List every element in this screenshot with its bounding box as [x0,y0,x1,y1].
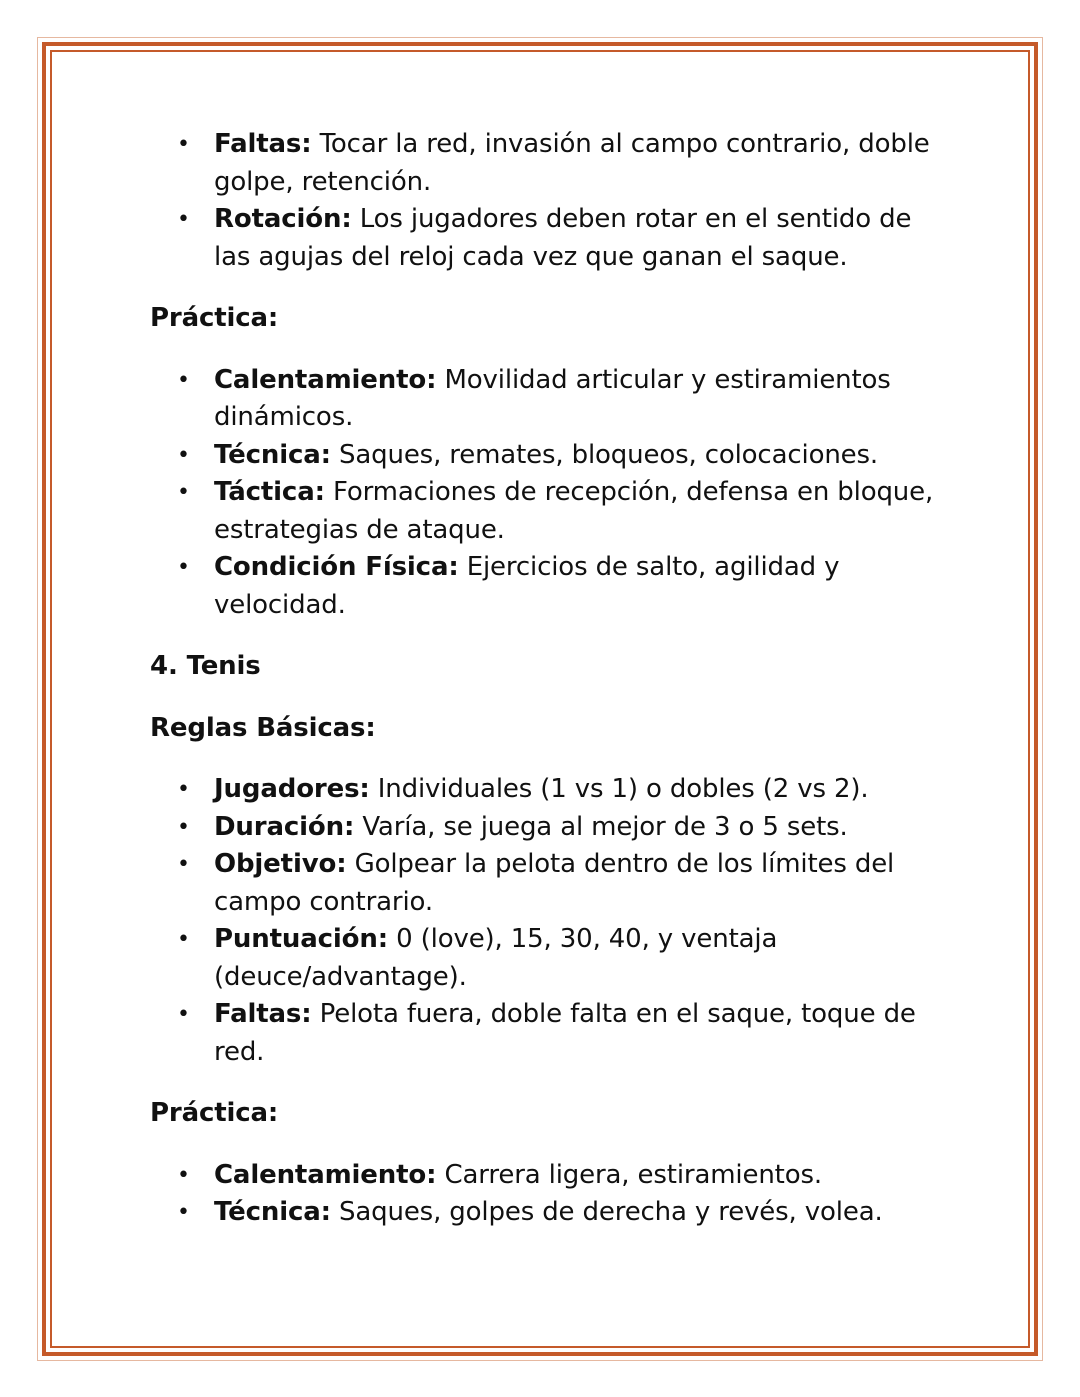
list-item [150,362,950,437]
bullet-icon: • [177,1162,190,1188]
list-item [150,846,950,921]
item-term: Objetivo: [214,849,347,879]
item-term: Duración: [214,811,355,842]
item-term: Calentamiento: [214,364,437,395]
bullet-icon: • [177,852,190,877]
list-item [150,996,950,1071]
bullet-icon: • [177,1002,190,1027]
item-term: Calentamiento: [214,1159,437,1190]
item-term: Condición Física: [214,552,459,582]
bullet-icon: • [177,555,190,580]
bullet-icon: • [177,777,190,802]
item-text: Individuales (1 vs 1) o dobles (2 vs 2). [369,774,869,804]
tenis-rules-list [150,771,950,1071]
rules-heading: Reglas Básicas: [150,712,376,743]
bullet-icon: • [177,367,190,393]
list-item [150,549,950,624]
list-item [150,1157,950,1195]
practice-heading: Práctica: [150,1098,279,1128]
item-term: Rotación: [214,204,352,234]
item-text: Los jugadores deben rotar en el sentido de las agujas del reloj cada vez que ganan el saque. [214,204,912,272]
item-term: Técnica: [214,1197,331,1227]
item-text: Golpear la pelota dentro de los límites del campo contrario. [214,849,895,917]
item-text: Movilidad articular y estiramientos dinámicos. [214,364,891,432]
list-item [150,474,950,549]
practice-heading: Práctica: [150,303,279,333]
section-title: 4. Tenis [150,651,261,681]
item-term: Táctica: [214,477,325,507]
bullet-icon: • [177,814,190,840]
bullet-icon: • [177,132,190,157]
item-text: Saques, remates, bloqueos, colocaciones. [330,439,879,470]
item-text: Tocar la red, invasión al campo contrario, doble golpe, retención. [214,129,930,197]
practice-list [150,362,950,625]
item-text: Carrera ligera, estiramientos. [436,1159,822,1190]
list-item [150,771,950,809]
item-text: Pelota fuera, doble falta en el saque, toque de red. [214,999,916,1067]
bullet-icon: • [177,1200,190,1225]
bullet-icon: • [177,927,190,952]
item-term: Técnica: [214,439,331,470]
document-content [150,126,950,1232]
item-text: 0 (love), 15, 30, 40, y ventaja (deuce/advantage). [214,924,778,992]
item-text: Formaciones de recepción, defensa en bloque, estrategias de ataque. [214,477,934,545]
item-term: Faltas: [214,999,312,1029]
tenis-practice-list [150,1157,950,1232]
item-term: Faltas: [214,129,312,159]
item-text: Saques, golpes de derecha y revés, volea. [330,1197,883,1227]
list-item [150,809,950,847]
bullet-icon: • [177,442,190,468]
item-text: Ejercicios de salto, agilidad y velocidad. [214,552,840,620]
item-term: Jugadores: [214,774,370,804]
bullet-icon: • [177,480,190,505]
item-text: Varía, se juega al mejor de 3 o 5 sets. [354,811,848,842]
list-item [150,921,950,996]
item-term: Puntuación: [214,924,389,954]
bullet-icon: • [177,207,190,232]
list-item [150,1194,950,1232]
list-item [150,437,950,475]
rules-list-continued [150,126,950,276]
list-item [150,126,950,201]
list-item [150,201,950,276]
